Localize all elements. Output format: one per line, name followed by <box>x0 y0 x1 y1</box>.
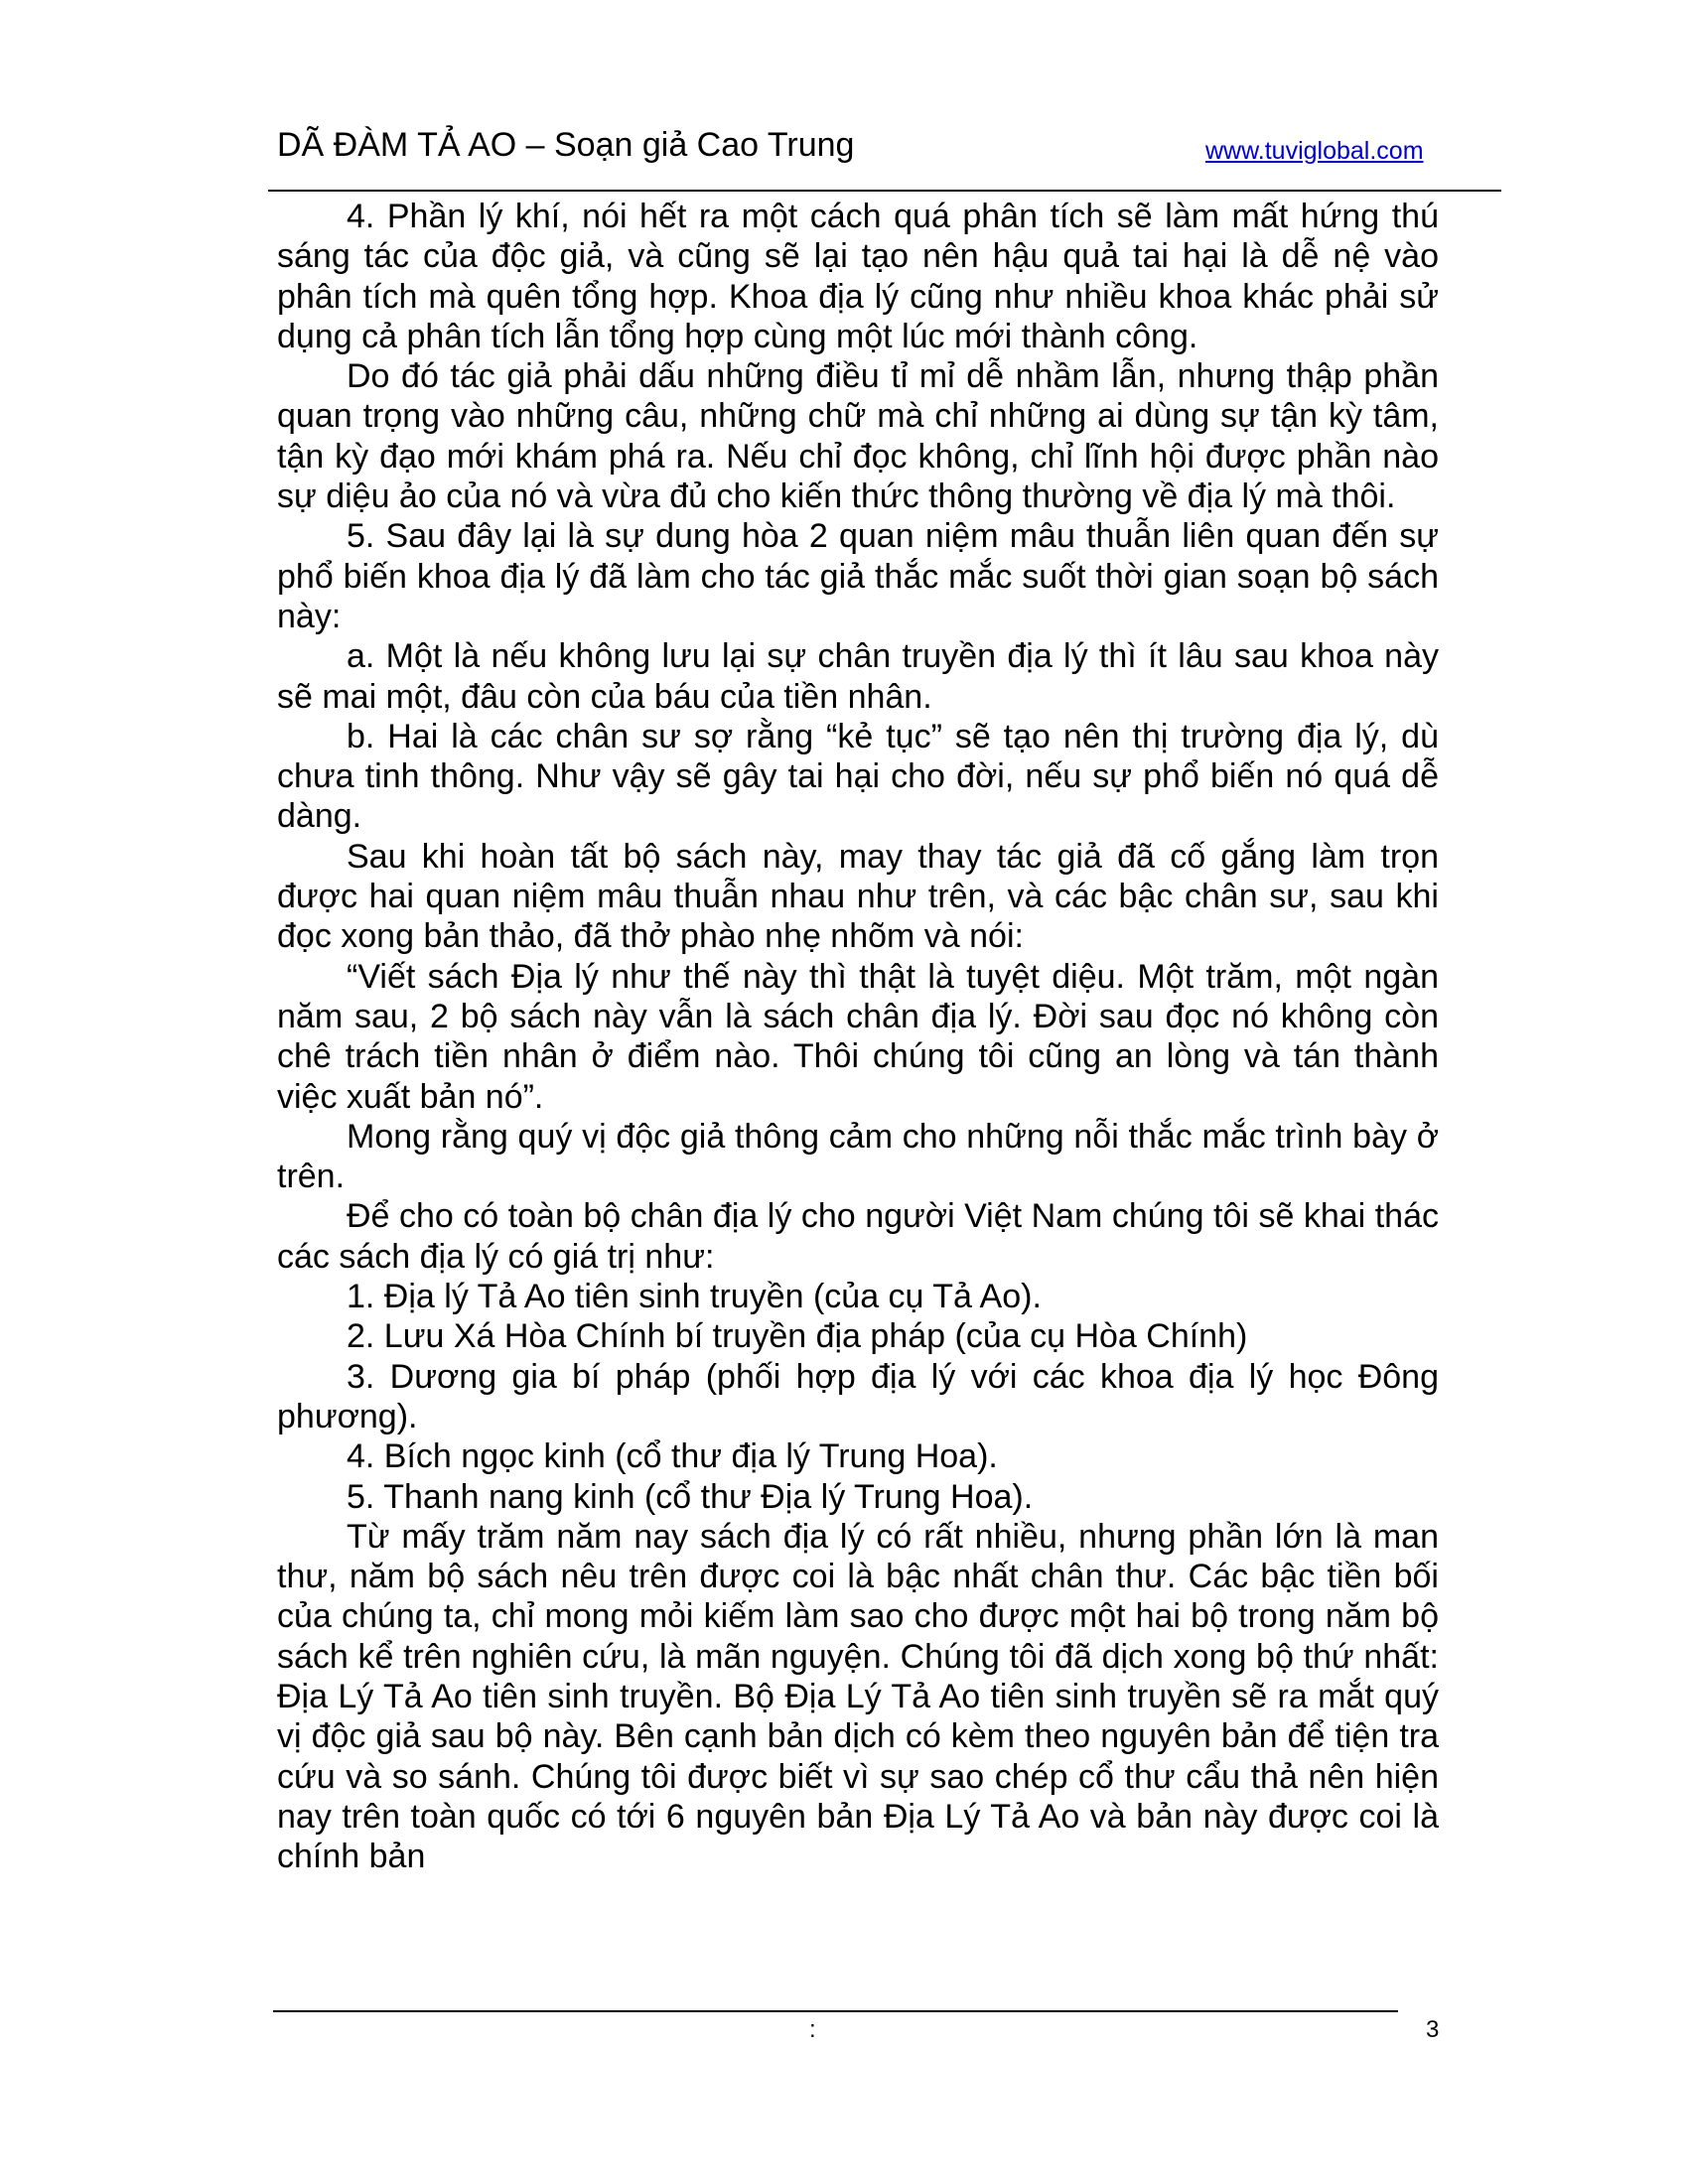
list-item: 2. Lưu Xá Hòa Chính bí truyền địa pháp (của cụ Hòa Chính) <box>347 1317 1248 1356</box>
page-number: 3 <box>1426 2016 1440 2043</box>
paragraph: 5. Sau đây lại là sự dung hòa 2 quan niệm mâu thuẫn liên quan đến sự phổ biến khoa địa lý đã làm cho tác giả thắc mắc suốt thời gian soạn bộ sách này: <box>277 517 1439 635</box>
paragraph: Do đó tác giả phải dấu những điều tỉ mỉ dễ nhầm lẫn, nhưng thập phần quan trọng vào những câu, những chữ mà chỉ những ai dùng sự tận kỳ tâm, tận kỳ đạo mới khám phá ra. Nếu chỉ đọc không, chỉ lĩnh hội được phần nào sự diệu ảo của nó và vừa đủ cho kiến thức thông thường về địa lý mà thôi. <box>277 357 1439 516</box>
header-divider <box>268 190 1501 192</box>
paragraph: 4. Phần lý khí, nói hết ra một cách quá phân tích sẽ làm mất hứng thú sáng tác của độc giả, và cũng sẽ lại tạo nên hậu quả tai hại là dễ nệ vào phân tích mà quên tổng hợp. Khoa địa lý cũng như nhiều khoa khác phải sử dụng cả phân tích lẫn tổng hợp cùng một lúc mới thành công. <box>277 198 1439 355</box>
paragraph: a. Một là nếu không lưu lại sự chân truyền địa lý thì ít lâu sau khoa này sẽ mai một, đâu còn của báu của tiền nhân. <box>277 637 1439 716</box>
list-item: 3. Dương gia bí pháp (phối hợp địa lý với các khoa địa lý học Đông phương). <box>277 1357 1439 1435</box>
footer-divider <box>273 2010 1398 2012</box>
paragraph: Sau khi hoàn tất bộ sách này, may thay tác giả đã cố gắng làm trọn được hai quan niệm mâu thuẫn nhau như trên, và các bậc chân sư, sau khi đọc xong bản thảo, đã thở phào nhẹ nhõm và nói: <box>277 837 1439 956</box>
list-item: 1. Địa lý Tả Ao tiên sinh truyền (của cụ Tả Ao). <box>347 1278 1042 1316</box>
paragraph: “Viết sách Địa lý như thế này thì thật là tuyệt diệu. Một trăm, một ngàn năm sau, 2 bộ sách này vẫn là sách chân địa lý. Đời sau đọc nó không còn chê trách tiền nhân ở điểm nào. Thôi chúng tôi cũng an lòng và tán thành việc xuất bản nó”. <box>277 957 1439 1116</box>
header-title: DÃ ĐÀM TẢ AO – Soạn giả Cao Trung <box>277 126 855 164</box>
paragraph: b. Hai là các chân sư sợ rằng “kẻ tục” sẽ tạo nên thị trường địa lý, dù chưa tinh thông. Như vậy sẽ gây tai hại cho đời, nếu sự phổ biến nó quá dễ dàng. <box>277 717 1439 836</box>
list-item: 5. Thanh nang kinh (cổ thư Địa lý Trung Hoa). <box>347 1477 1034 1516</box>
document-body <box>277 197 1439 1876</box>
paragraph: Mong rằng quý vị độc giả thông cảm cho những nỗi thắc mắc trình bày ở trên. <box>277 1117 1439 1196</box>
website-link[interactable]: www.tuviglobal.com <box>1205 137 1424 165</box>
paragraph: Từ mấy trăm năm nay sách địa lý có rất nhiều, nhưng phần lớn là man thư, năm bộ sách nêu trên được coi là bậc nhất chân thư. Các bậc tiền bối của chúng ta, chỉ mong mỏi kiếm làm sao cho được một hai bộ trong năm bộ sách kể trên nghiên cứu, là mãn nguyện. Chúng tôi đã dịch xong bộ thứ nhất: Địa Lý Tả Ao tiên sinh truyền. Bộ Địa Lý Tả Ao tiên sinh truyền sẽ ra mắt quý vị độc giả sau bộ này. Bên cạnh bản dịch có kèm theo nguyên bản để tiện tra cứu và so sánh. Chúng tôi được biết vì sự sao chép cổ thư cẩu thả nên hiện nay trên toàn quốc có tới 6 nguyên bản Địa Lý Tả Ao và bản này được coi là chính bản <box>277 1517 1439 1876</box>
paragraph: Để cho có toàn bộ chân địa lý cho người Việt Nam chúng tôi sẽ khai thác các sách địa lý có giá trị như: <box>277 1197 1439 1276</box>
footer-mark: : <box>809 2016 816 2043</box>
list-item: 4. Bích ngọc kinh (cổ thư địa lý Trung Hoa). <box>347 1437 998 1476</box>
